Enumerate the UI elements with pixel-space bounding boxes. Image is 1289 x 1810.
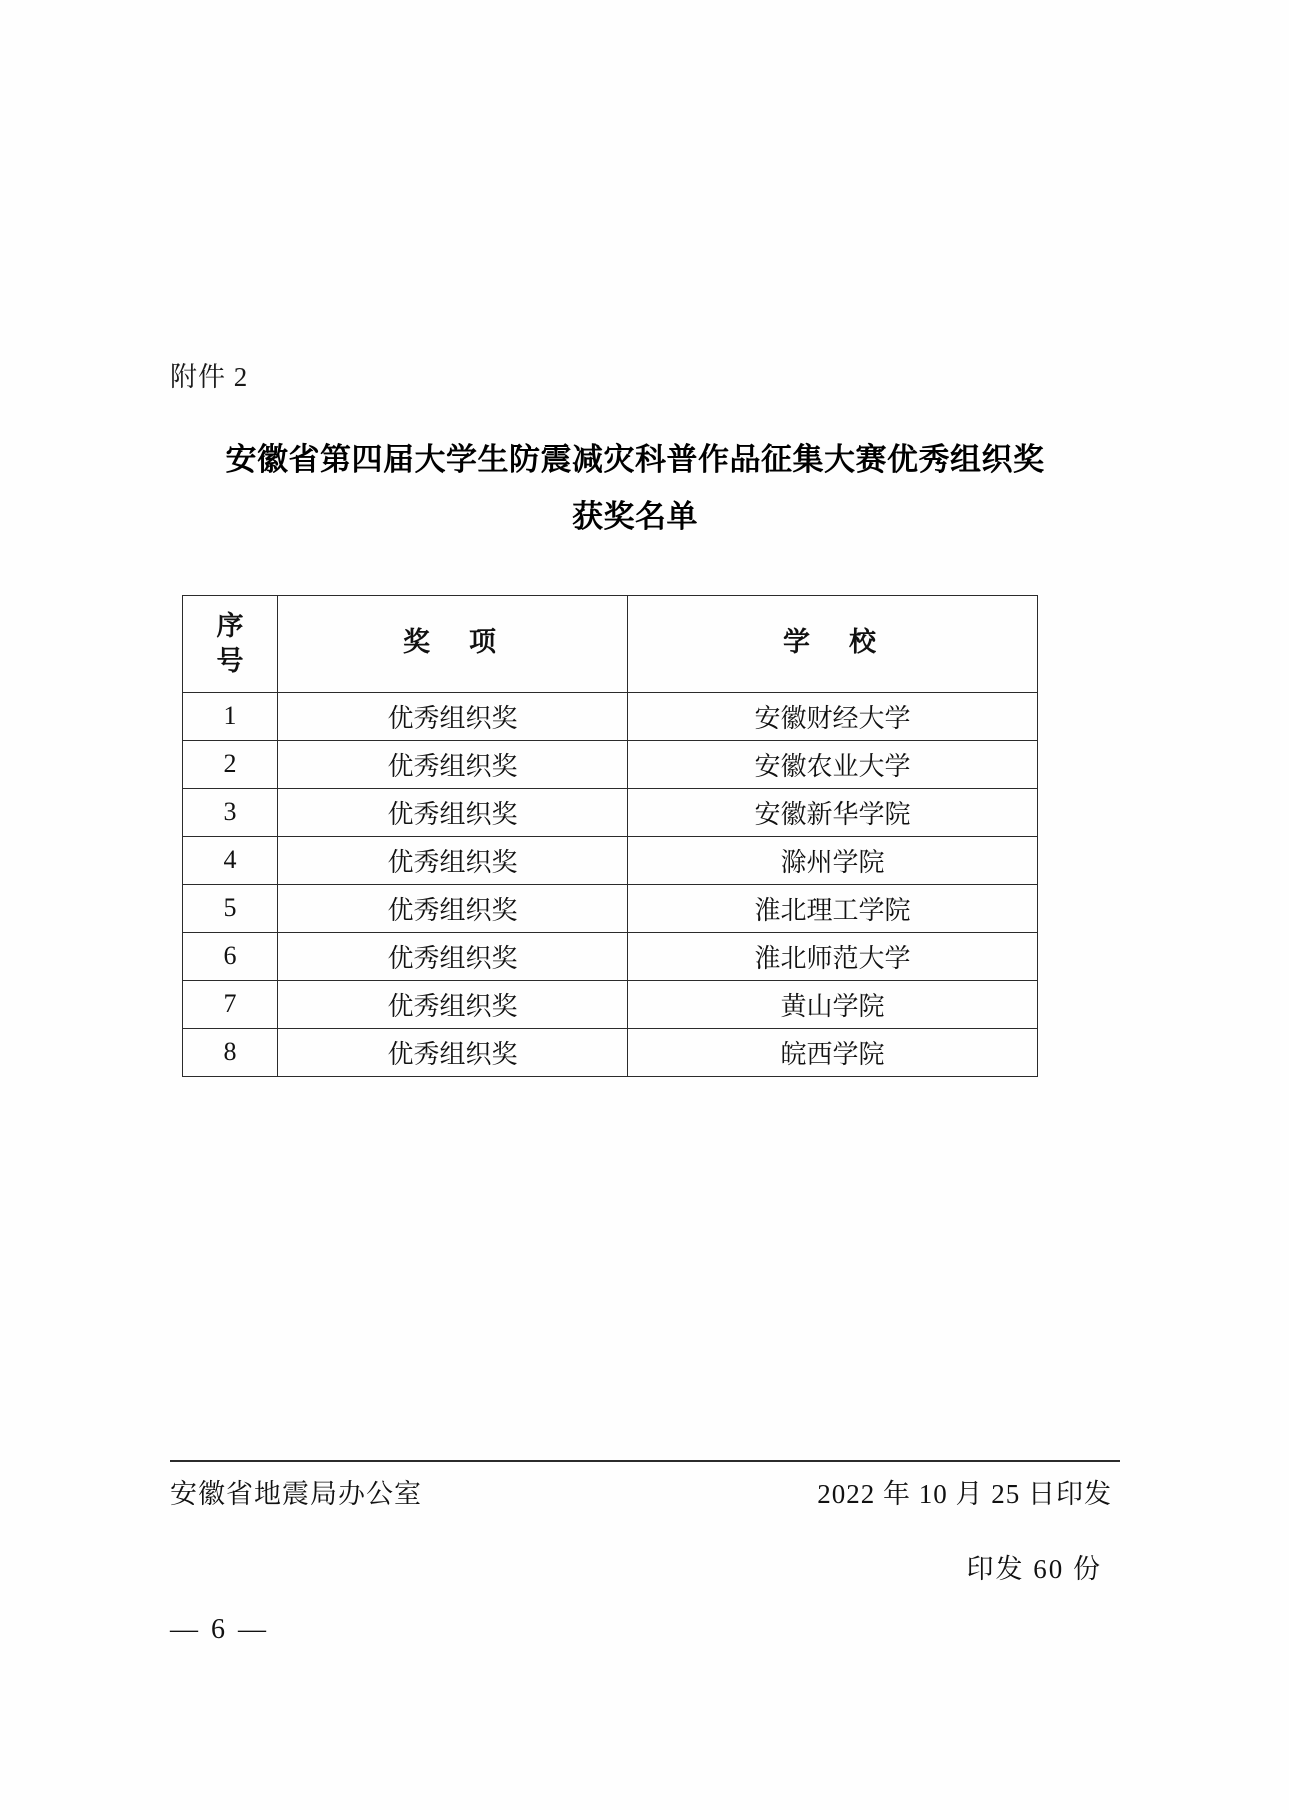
column-header-index-line-1: 序 [216, 610, 244, 642]
column-header-index-line-2: 号 [216, 645, 244, 677]
cell-school: 安徽农业大学 [628, 740, 1038, 788]
table-row [183, 740, 1038, 788]
cell-award: 优秀组织奖 [278, 692, 628, 740]
page-title [170, 432, 1120, 547]
column-header-award: 奖 项 [278, 595, 628, 692]
footer-issue-date: 2022 年 10 月 25 日印发 [817, 1479, 1112, 1509]
cell-index: 4 [183, 836, 278, 884]
cell-award: 优秀组织奖 [278, 788, 628, 836]
table-row [183, 1028, 1038, 1076]
cell-school: 皖西学院 [628, 1028, 1038, 1076]
cell-school: 安徽新华学院 [628, 788, 1038, 836]
table-body [183, 692, 1038, 1076]
table-header [183, 595, 1038, 692]
cell-school: 安徽财经大学 [628, 692, 1038, 740]
table-header-row [183, 595, 1038, 692]
cell-index: 1 [183, 692, 278, 740]
footer-copies: 印发 60 份 [966, 1554, 1102, 1584]
cell-award: 优秀组织奖 [278, 932, 628, 980]
column-header-index [183, 595, 278, 692]
cell-award: 优秀组织奖 [278, 836, 628, 884]
page-title-line-1: 安徽省第四届大学生防震减灾科普作品征集大赛优秀组织奖 [225, 442, 1045, 478]
cell-award: 优秀组织奖 [278, 980, 628, 1028]
cell-school: 滁州学院 [628, 836, 1038, 884]
document-footer [170, 1460, 1120, 1586]
cell-school: 淮北理工学院 [628, 884, 1038, 932]
document-body [170, 355, 1120, 1077]
cell-award: 优秀组织奖 [278, 740, 628, 788]
award-list-table [182, 595, 1038, 1077]
cell-index: 7 [183, 980, 278, 1028]
cell-index: 6 [183, 932, 278, 980]
table-row [183, 836, 1038, 884]
cell-index: 8 [183, 1028, 278, 1076]
footer-divider [170, 1460, 1120, 1462]
table-row [183, 884, 1038, 932]
page-number: — 6 — [170, 1614, 269, 1645]
cell-index: 5 [183, 884, 278, 932]
cell-index: 3 [183, 788, 278, 836]
table-row [183, 932, 1038, 980]
cell-award: 优秀组织奖 [278, 1028, 628, 1076]
cell-award: 优秀组织奖 [278, 884, 628, 932]
table-row [183, 788, 1038, 836]
cell-school: 淮北师范大学 [628, 932, 1038, 980]
footer-main-row [170, 1472, 1120, 1511]
page-title-line-2: 获奖名单 [572, 499, 698, 536]
cell-school: 黄山学院 [628, 980, 1038, 1028]
column-header-school: 学 校 [628, 595, 1038, 692]
cell-index: 2 [183, 740, 278, 788]
attachment-label: 附件 2 [170, 362, 249, 392]
table-row [183, 692, 1038, 740]
table-row [183, 980, 1038, 1028]
footer-issuer: 安徽省地震局办公室 [170, 1479, 422, 1509]
